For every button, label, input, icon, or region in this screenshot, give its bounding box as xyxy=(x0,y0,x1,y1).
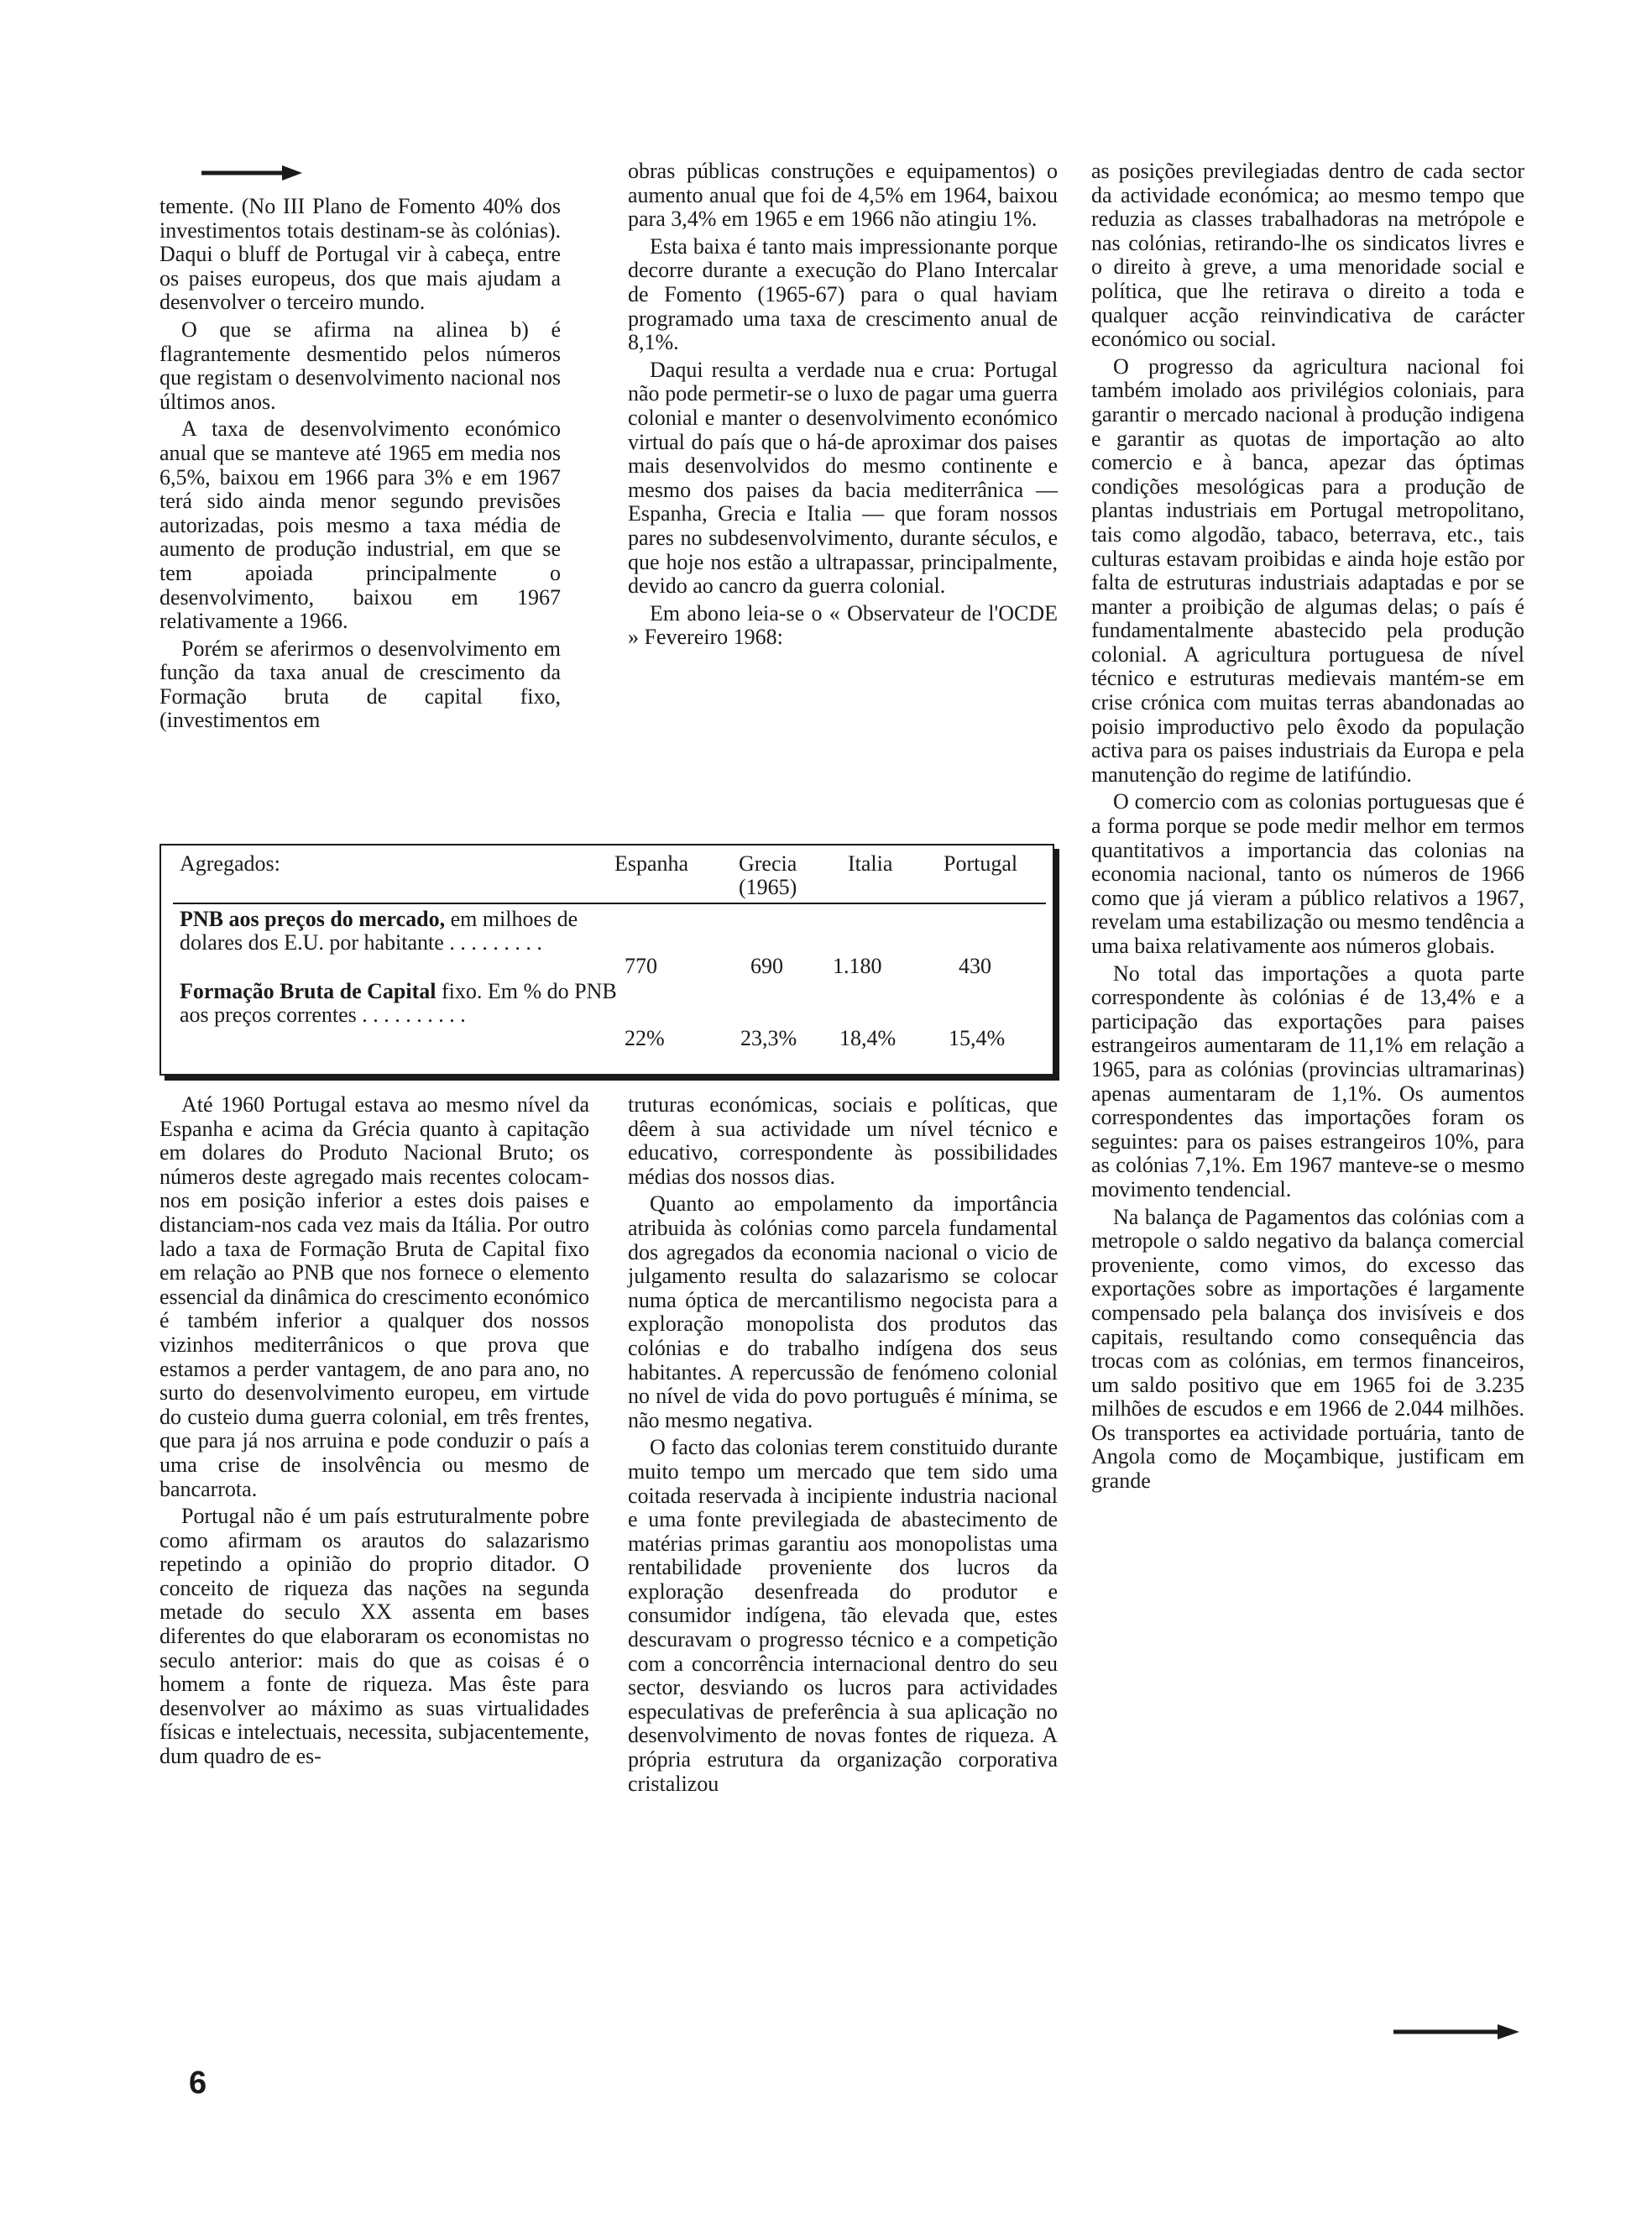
table-cell: 1.180 xyxy=(833,954,882,978)
column-2-top xyxy=(628,160,1058,653)
paragraph: Esta baixa é tanto mais impressionante porque decorre durante a execução do Plano Intercalar de Fomento (1965-67) para o qual haviam programado uma taxa de crescimento anual de 8,1%. xyxy=(628,233,1058,355)
column-2-bottom xyxy=(628,1093,1058,1799)
row-label-bold: Formação Bruta de Capital xyxy=(180,979,437,1003)
paragraph: truturas económicas, sociais e políticas, que dêem à sua actividade um nível técnico e educativo, correspondente às possibilidades médias dos nossos dias. xyxy=(628,1092,1058,1189)
table-row-label xyxy=(180,980,633,1027)
row-leader-dots: . . . . . . . . . . xyxy=(356,1002,466,1027)
table-cell: 23,3% xyxy=(740,1026,797,1050)
table-cell: 770 xyxy=(625,954,657,978)
table-col-italia: Italia xyxy=(848,851,893,876)
paragraph: Porém se aferirmos o desenvolvimento em função da taxa anual de crescimento da Formação bruta de capital fixo, (investimentos em xyxy=(159,636,561,733)
ocde-table xyxy=(159,844,1054,1076)
paragraph: Na balança de Pagamentos das colónias com a metropole o saldo negativo da balança comercial proveniente, como vimos, do excesso das exportações sobre as importações é largamente compensado pela balança dos invisíveis e dos capitais, resultando como consequência das trocas com as colónias, em termos financeiros, um saldo positivo que em 1965 foi de 3.235 milhões de escudos e em 1966 de 2.044 milhões. Os transportes ea actividade portuária, tanto de Angola como de Moçambique, justificam em grande xyxy=(1091,1204,1524,1494)
paragraph: Até 1960 Portugal estava ao mesmo nível da Espanha e acima da Grécia quanto à capitação em dolares do Produto Nacional Bruto; os números deste agregado mais recentes colocam-nos em posição inferior a estes dois paises e distanciam-nos cada vez mais da Itália. Por outro lado a taxa de Formação Bruta de Capital fixo em relação ao PNB que nos fornece o elemento essencial da dinâmica do crescimento económico é também inferior a qualquer dos nossos vizinhos mediterrânicos o que prova que estamos a perder vantagem, de ano para ano, no surto do desenvolvimento europeu, em virtude do custeio duma guerra colonial, em três frentes, que para já nos arruina e pode conduzir o país a uma crise de insolvência ou mesmo de bancarrota. xyxy=(159,1092,589,1501)
table-header-label: Agregados: xyxy=(180,851,280,876)
table-cell: 430 xyxy=(959,954,991,978)
paragraph: Quanto ao empolamento da importância atribuida às colónias como parcela fundamental dos agregados da economia nacional o vicio de julgamento resulta do salazarismo se colocar numa óptica de mercantilismo negocista para a exploração monopolista dos produtos das colónias e do trabalho indígena dos seus habitantes. A repercussão de fenómeno colonial no nível de vida do povo português é mínima, se não mesmo negativa. xyxy=(628,1191,1058,1432)
paragraph: temente. (No III Plano de Fomento 40% dos investimentos totais destinam-se às colónias). Daqui o bluff de Portugal vir à cabeça, entre os paises europeus, dos que mais ajudam a desenvolver o terceiro mundo. xyxy=(159,194,561,315)
column-1-top xyxy=(159,195,561,736)
table-rule xyxy=(173,903,1046,904)
paragraph: O facto das colonias terem constituido durante muito tempo um mercado que tem sido uma coitada reservada à incipiente industria nacional e uma fonte previlegiada de abastecimento de matérias primas garantiu aos monopolistas uma rentabilidade proveniente dos lucros da exploração desenfreada do produtor e consumidor indígena, tão elevada que, estes descuravam o progresso técnico e a competição com a concorrência internacional dentro do seu sector, desviando os lucros para actividades especulativas de preferência à sua aplicação no desenvolvimento de novas fontes de riqueza. A própria estrutura da organização corporativa cristalizou xyxy=(628,1435,1058,1796)
continuation-arrow-icon xyxy=(201,165,302,181)
table-cell: 22% xyxy=(625,1026,665,1050)
paragraph: Em abono leia-se o « Observateur de l'OCDE » Fevereiro 1968: xyxy=(628,600,1058,650)
paragraph: Portugal não é um país estruturalmente pobre como afirmam os arautos do salazarismo repetindo a opinião do proprio ditador. O conceito de riqueza das nações na segunda metade do seculo XX assenta em bases diferentes do que elaboraram os economistas no seculo anterior: mais do que as coisas é o homem a fonte de riqueza. Mas êste para desenvolver ao máximo as suas virtualidades físicas e intelectuais, necessita, subjacentemente, dum quadro de es- xyxy=(159,1504,589,1769)
table-col-grecia: Grecia xyxy=(739,851,797,876)
paragraph: as posições previlegiadas dentro de cada sector da actividade económica; ao mesmo tempo que reduzia as classes trabalhadoras na metrópole e nas colónias, retirando-lhe os sindicatos livres e o direito à greve, a uma menoridade social e política, que lhe retirava o direito a toda e qualquer acção reinvindicativa de carácter económico ou social. xyxy=(1091,159,1524,352)
table-row-label xyxy=(180,908,633,955)
paragraph: obras públicas construções e equipamentos) o aumento anual que foi de 4,5% em 1964, baixou para 3,4% em 1965 e em 1966 não atingiu 1%. xyxy=(628,159,1058,232)
table-cell: 690 xyxy=(750,954,783,978)
table-col-espanha: Espanha xyxy=(614,851,689,876)
paragraph: A taxa de desenvolvimento económico anual que se manteve até 1965 em media nos 6,5%, baixou em 1966 para 3% e em 1967 terá sido ainda menor segundo previsões autorizadas, pois mesmo a taxa média de aumento de produção industrial, em que se tem apoiada principalmente o desenvolvimento, baixou em 1967 relativamente a 1966. xyxy=(159,416,561,634)
page-number: 6 xyxy=(189,2065,207,2101)
continuation-arrow-icon xyxy=(1393,2023,1519,2040)
table-cell: 15,4% xyxy=(949,1026,1006,1050)
row-label-bold: PNB aos preços do mercado, xyxy=(180,907,446,931)
paragraph: O que se afirma na alinea b) é flagrantemente desmentido pelos números que registam o desenvolvimento nacional nos últimos anos. xyxy=(159,317,561,414)
table-col-portugal: Portugal xyxy=(944,851,1018,876)
table-col-grecia-note: (1965) xyxy=(739,875,797,899)
paragraph: Daqui resulta a verdade nua e crua: Portugal não pode permetir-se o luxo de pagar uma guerra colonial e manter o desenvolvimento económico virtual do país que o há-de aproximar dos paises mais desenvolvidos do mesmo continente e mesmo dos paises da bacia mediterrânica — Espanha, Grecia e Italia — que foram nossos pares no subdesenvolvimento, durante séculos, e que hoje nos estão a ultrapassar, principalmente, devido ao cancro da guerra colonial. xyxy=(628,357,1058,599)
column-1-bottom xyxy=(159,1093,589,1772)
table-cell: 18,4% xyxy=(839,1026,897,1050)
paragraph: O comercio com as colonias portuguesas que é a forma porque se pode medir melhor em termos quantitativos a importancia das colonias na economia nacional, tanto os números de 1966 como que já vieram a público relativos a 1967, revelam uma estabilização ou mesmo tendência a uma baixa relativamente aos números globais. xyxy=(1091,789,1524,958)
paragraph: No total das importações a quota parte correspondente às colónias é de 13,4% e a participação das exportações para paises estrangeiros aumentaram de 11,1% em relação a 1965, para as colónias (provincias ultramarinas) apenas aumentaram de 1,1%. Os aumentos correspondentes das importações foram os seguintes: para os paises estrangeiros 10%, para as colónias 7,1%. Em 1967 manteve-se o mesmo movimento tendencial. xyxy=(1091,961,1524,1201)
row-label-rest: fixo. Em % do PNB aos preços correntes xyxy=(180,979,617,1027)
paragraph: O progresso da agricultura nacional foi também imolado aos privilégios coloniais, para garantir o mercado nacional à produção indigena e garantir as quotas de importação ao alto comercio e à banca, apezar das óptimas condições mesológicas para a produção de plantas industriais em Portugal metropolitano, tais como algodão, tabaco, beterrava, etc., tais culturas estavam proibidas e ainda hoje estão por falta de estruturas industriais adaptadas e por se manter a proibição de algumas delas; o país é fundamentalmente abastecido pela produção colonial. A agricultura portuguesa de nível técnico e estruturas medievais mantém-se em crise crónica com muitas terras abandonadas ao poisio improductivo pelo êxodo da população activa para os paises industriais da Europa e pela manutenção do regime de latifúndio. xyxy=(1091,353,1524,787)
row-label-rest: em milhoes de dolares dos E.U. por habitante xyxy=(180,907,578,955)
row-leader-dots: . . . . . . . . . xyxy=(443,930,542,955)
column-3 xyxy=(1091,160,1524,1497)
